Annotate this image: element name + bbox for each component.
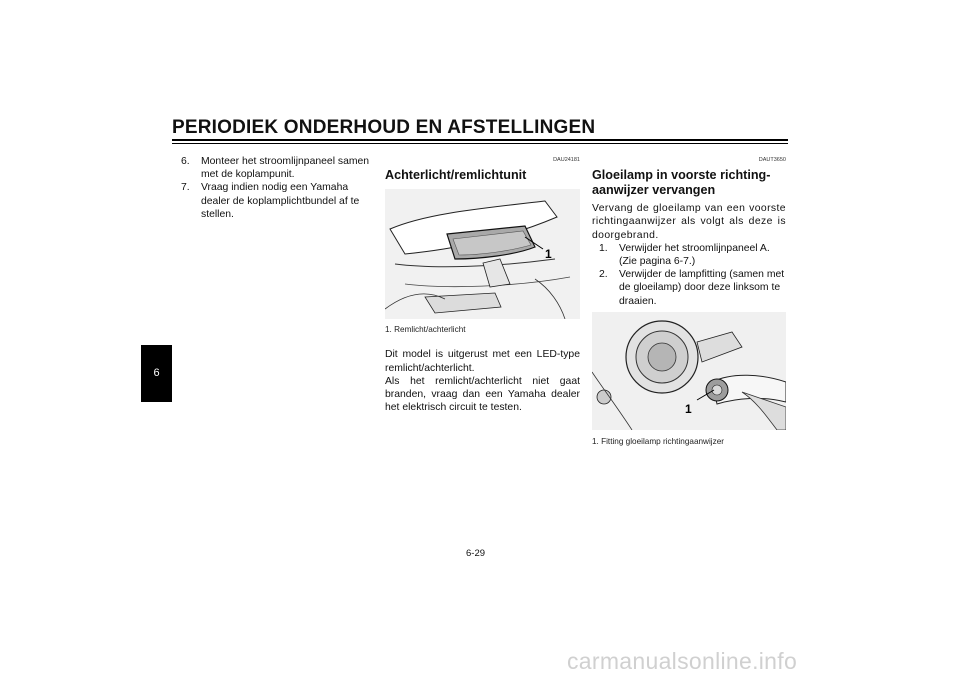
page-title: PERIODIEK ONDERHOUD EN AFSTELLINGEN <box>172 117 596 138</box>
step-number: 6. <box>181 156 190 167</box>
step-text: Monteer het stroomlijnpaneel samen met de koplampunit. <box>201 156 370 181</box>
list-item <box>599 242 786 268</box>
step-list <box>181 155 372 221</box>
step-number: 7. <box>181 182 190 194</box>
step-text: Verwijder de lampfitting (samen met de gloeilamp) door deze linksom te draaien. <box>619 269 785 307</box>
chapter-tab: 6 <box>141 345 172 402</box>
taillight-illustration <box>385 189 580 319</box>
list-item <box>181 155 372 181</box>
section-code: DAUT3650 <box>758 157 786 163</box>
figure-callout: 1 <box>685 401 692 416</box>
list-item <box>599 268 786 308</box>
paragraph: Als het remlicht/achterlicht niet gaat branden, vraag dan een Yamaha dealer het elektrisch circuit te testen. <box>385 375 580 414</box>
section-title: Achterlicht/remlichtunit <box>385 168 527 183</box>
figure-caption: 1. Fitting gloeilamp richtingaanwijzer <box>592 436 724 446</box>
header-rule-thin <box>172 143 788 144</box>
turn-signal-figure <box>592 312 786 430</box>
section-code: DAU24181 <box>553 157 580 163</box>
step-text: Verwijder het stroomlijnpaneel A. (Zie pagina 6-7.) <box>619 242 770 268</box>
figure-caption: 1. Remlicht/achterlicht <box>385 325 466 335</box>
site-watermark: carmanualsonline.info <box>567 648 798 674</box>
step-number: 2. <box>599 269 608 281</box>
step-number: 1. <box>599 242 608 254</box>
step-text: Vraag indien nodig een Yamaha dealer de koplamplichtbundel af te stellen. <box>201 182 360 220</box>
column-1 <box>181 155 372 221</box>
taillight-figure <box>385 189 580 319</box>
figure-callout: 1 <box>545 247 552 262</box>
step-list <box>592 242 786 308</box>
turn-signal-illustration <box>592 312 786 430</box>
column-3 <box>592 154 786 448</box>
column-2 <box>385 154 580 414</box>
list-item <box>181 181 372 221</box>
intro-paragraph: Vervang de gloeilamp van een voorste richtingaanwijzer als volgt als deze is doorgebrand. <box>592 203 786 241</box>
page-number: 6-29 <box>466 548 486 559</box>
paragraph: Dit model is uitgerust met een LED-type remlicht/achterlicht. <box>385 349 580 374</box>
header-rule <box>172 139 788 141</box>
section-title: Gloeilamp in voorste richtingaanwijzer vervangen <box>592 168 771 198</box>
